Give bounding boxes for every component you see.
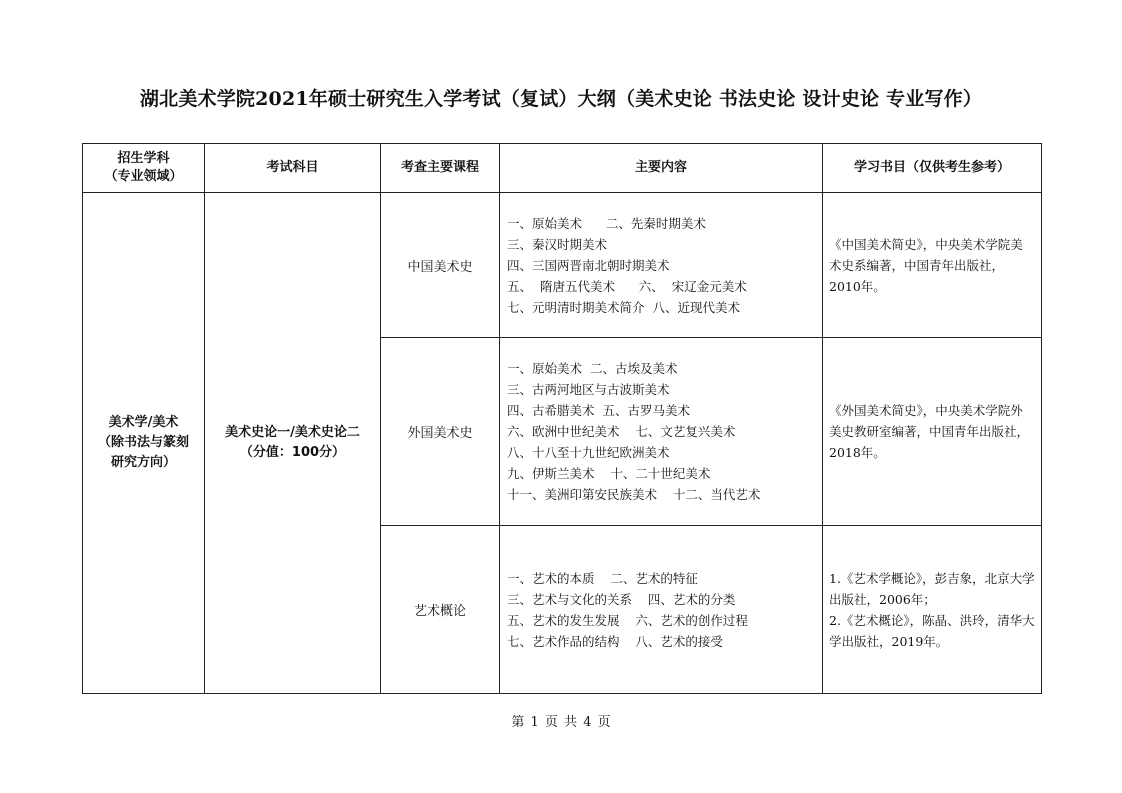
- header-major: [83, 144, 205, 193]
- content-cell: [500, 338, 823, 526]
- page-number: 第 1 页 共 4 页: [511, 715, 611, 730]
- content-line: 七、元明清时期美术简介 八、近现代美术: [507, 299, 740, 315]
- major-line3: 研究方向）: [110, 455, 176, 470]
- course-cell: 艺术概论: [381, 526, 500, 694]
- exam-outline-table: [82, 143, 1042, 694]
- content-line: 三、秦汉时期美术: [507, 236, 608, 252]
- books-cell: [823, 338, 1042, 526]
- content-line: 一、艺术的本质 二、艺术的特征: [507, 570, 698, 586]
- content-cell: [500, 193, 823, 338]
- header-subject: 考试科目: [205, 144, 381, 193]
- header-course: 考查主要课程: [381, 144, 500, 193]
- content-line: 八、十八至十九世纪欧洲美术: [507, 445, 670, 460]
- header-content: 主要内容: [500, 144, 823, 193]
- course-cell: 外国美术史: [381, 338, 500, 526]
- table-header-row: [83, 144, 1042, 193]
- books-cell: [823, 526, 1042, 694]
- content-line: 四、古希腊美术 五、古罗马美术: [507, 403, 690, 418]
- header-major-line2: （专业领域）: [104, 169, 183, 184]
- book-entry: 《中国美术简史》，中央美术学院美术史系编著，中国青年出版社，2010年。: [829, 236, 1023, 294]
- content-line: 九、伊斯兰美术 十、二十世纪美术: [507, 466, 711, 481]
- subject-cell: [205, 193, 381, 694]
- major-line1: 美术学/美术: [108, 415, 179, 430]
- header-books: 学习书目（仅供考生参考）: [823, 144, 1042, 193]
- major-cell: [83, 193, 205, 694]
- content-line: 三、古两河地区与古波斯美术: [507, 382, 670, 397]
- content-line: 一、原始美术 二、先秦时期美术: [507, 215, 706, 231]
- course-cell: 中国美术史: [381, 193, 500, 338]
- book-entry: 2.《艺术概论》，陈晶、洪玲，清华大学出版社，2019年。: [829, 612, 1035, 649]
- document-title: 湖北美术学院2021年硕士研究生入学考试（复试）大纲（美术史论 书法史论 设计史论 专业写作）: [139, 88, 983, 110]
- books-cell: [823, 193, 1042, 338]
- content-line: 三、艺术与文化的关系 四、艺术的分类: [507, 591, 736, 607]
- content-line: 六、欧洲中世纪美术 七、文艺复兴美术: [507, 424, 736, 439]
- book-entry: 《外国美术简史》，中央美术学院外美史教研室编著，中国青年出版社，2018年。: [829, 403, 1030, 460]
- major-line2: （除书法与篆刻: [97, 435, 189, 450]
- subject-line2: （分值：100分）: [239, 445, 346, 460]
- content-line: 七、艺术作品的结构 八、艺术的接受: [507, 633, 723, 649]
- book-entry: 1.《艺术学概论》，彭吉象，北京大学出版社，2006年；: [829, 570, 1035, 607]
- table-row: [83, 193, 1042, 338]
- content-line: 四、三国两晋南北朝时期美术: [507, 257, 670, 273]
- content-line: 五、 隋唐五代美术 六、 宋辽金元美术: [507, 278, 747, 294]
- content-line: 一、原始美术 二、古埃及美术: [507, 361, 678, 376]
- subject-line1: 美术史论一/美术史论二: [225, 425, 360, 440]
- content-line: 十一、美洲印第安民族美术 十二、当代艺术: [507, 487, 761, 502]
- header-major-line1: 招生学科: [117, 151, 170, 166]
- content-cell: [500, 526, 823, 694]
- content-line: 五、艺术的发生发展 六、艺术的创作过程: [507, 612, 748, 628]
